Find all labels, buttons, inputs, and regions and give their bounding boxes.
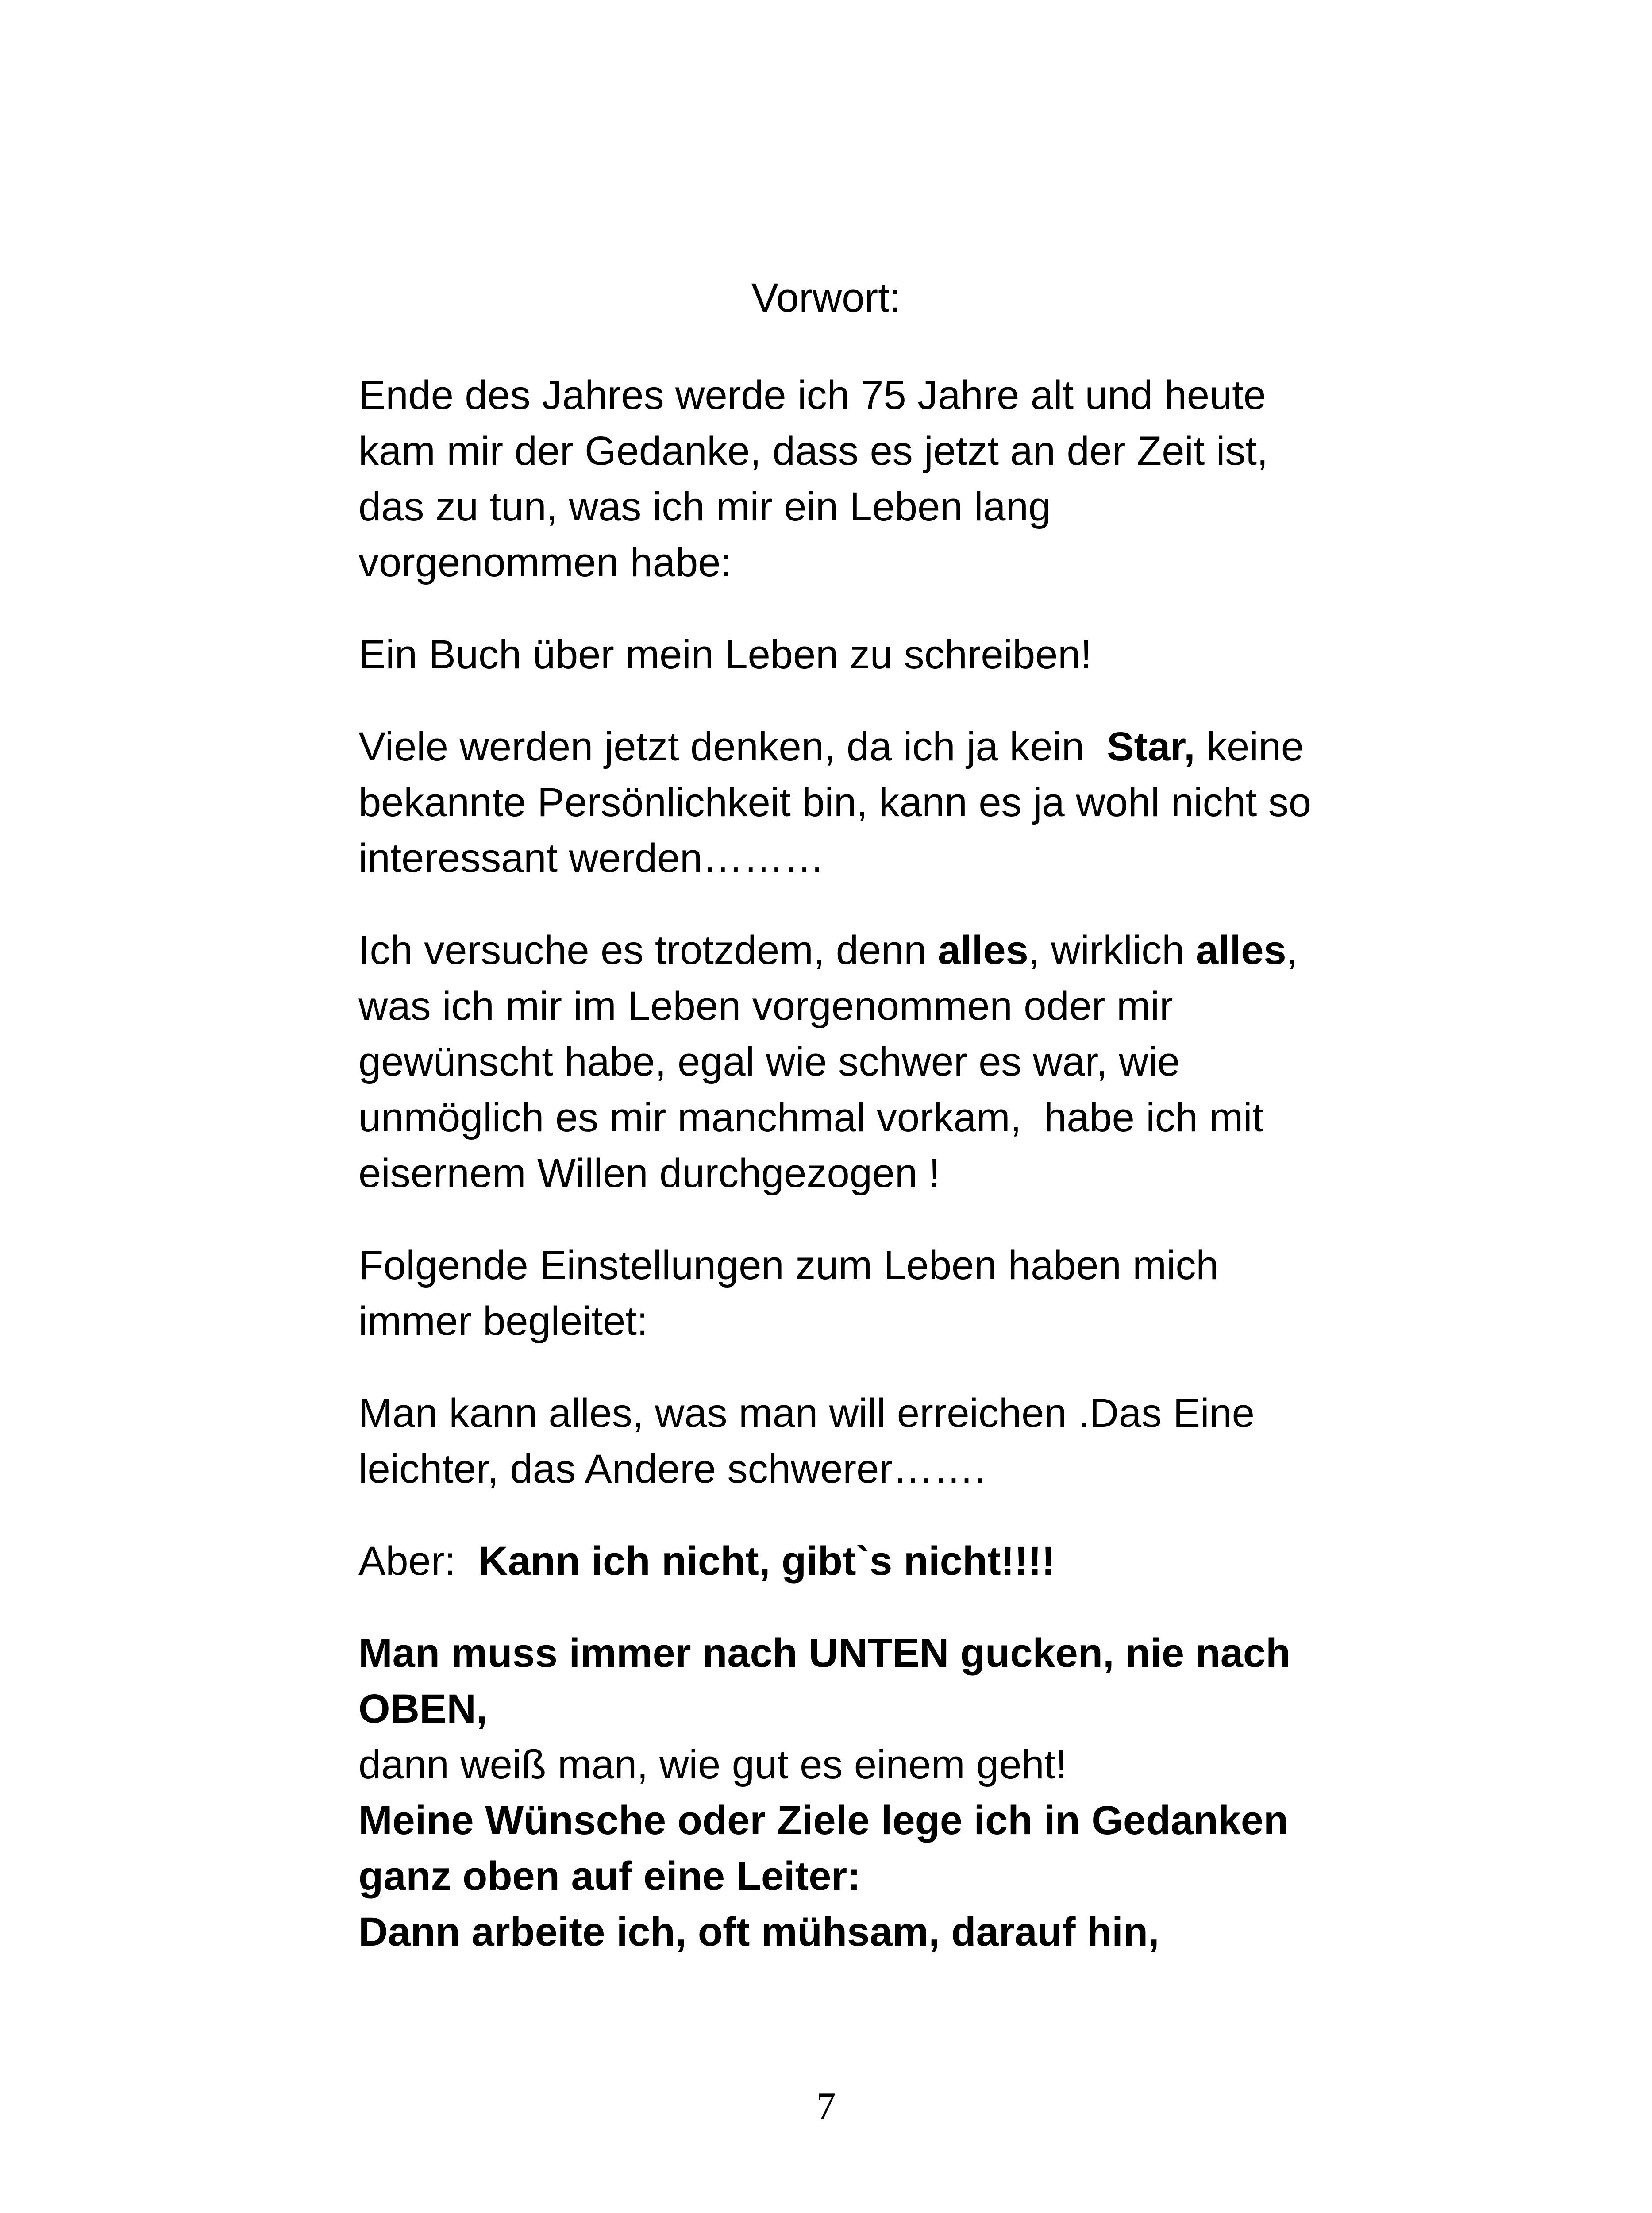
page-heading: Vorwort: [751,275,901,320]
text-run: , wirklich [1028,928,1196,973]
text-run: keine [1195,724,1304,769]
text-run: Viele werden jetzt denken, da ich ja kein [358,724,1107,769]
paragraph-7 [358,1533,1447,1589]
paragraph-line: Dann arbeite ich, oft mühsam, darauf hin, [358,1909,1159,1955]
paragraph-line: vorgenommen habe: [358,540,732,585]
paragraph-line: dann weiß man, wie gut es einem geht! [358,1742,1067,1787]
paragraph-5 [358,1238,1447,1349]
text-run: Aber: [358,1538,479,1584]
paragraph-1 [358,367,1447,590]
paragraph-line: das zu tun, was ich mir ein Leben lang [358,484,1051,529]
bold-text-run: alles [1196,928,1286,973]
paragraph-line: was ich mir im Leben vorgenommen oder mir [358,983,1173,1029]
paragraph-3 [358,719,1447,886]
page-number: 7 [816,2085,836,2128]
paragraph-line: Ein Buch über mein Leben zu schreiben! [358,632,1092,677]
paragraph-line: OBEN, [358,1686,488,1731]
paragraph-line [358,1533,1447,1589]
paragraph-line [358,719,1447,775]
paragraph-6 [358,1385,1447,1497]
paragraph-8 [358,1625,1447,1960]
bold-text-run: Kann ich nicht, gibt`s nicht!!!! [478,1538,1055,1584]
paragraph-4 [358,922,1447,1201]
paragraph-line: eisernem Willen durchgezogen ! [358,1151,940,1196]
paragraph-line: Folgende Einstellungen zum Leben haben mich [358,1243,1219,1288]
paragraph-line: interessant werden……… [358,836,825,881]
paragraph-line: bekannte Persönlichkeit bin, kann es ja wohl nicht so [358,780,1312,825]
paragraph-line: Man muss immer nach UNTEN gucken, nie nach [358,1631,1291,1676]
paragraph-line: Ende des Jahres werde ich 75 Jahre alt und heute [358,373,1266,418]
bold-text-run: alles [938,928,1028,973]
text-run: , [1286,928,1298,973]
paragraph-line: unmöglich es mir manchmal vorkam, habe ich mit [358,1095,1264,1140]
paragraph-line [358,922,1447,978]
text-run: Ich versuche es trotzdem, denn [358,928,938,973]
paragraph-line: kam mir der Gedanke, dass es jetzt an der Zeit ist, [358,428,1268,474]
paragraph-line: immer begleitet: [358,1299,648,1344]
paragraph-line: Meine Wünsche oder Ziele lege ich in Gedanken [358,1798,1289,1843]
paragraph-line: leichter, das Andere schwerer……. [358,1446,986,1492]
paragraph-line: gewünscht habe, egal wie schwer es war, wie [358,1039,1180,1084]
paragraph-line: Man kann alles, was man will erreichen .Das Eine [358,1391,1255,1436]
bold-text-run: Star, [1107,724,1195,769]
body-text [358,367,1447,1996]
paragraph-line: ganz oben auf eine Leiter: [358,1854,861,1899]
paragraph-2 [358,627,1447,682]
